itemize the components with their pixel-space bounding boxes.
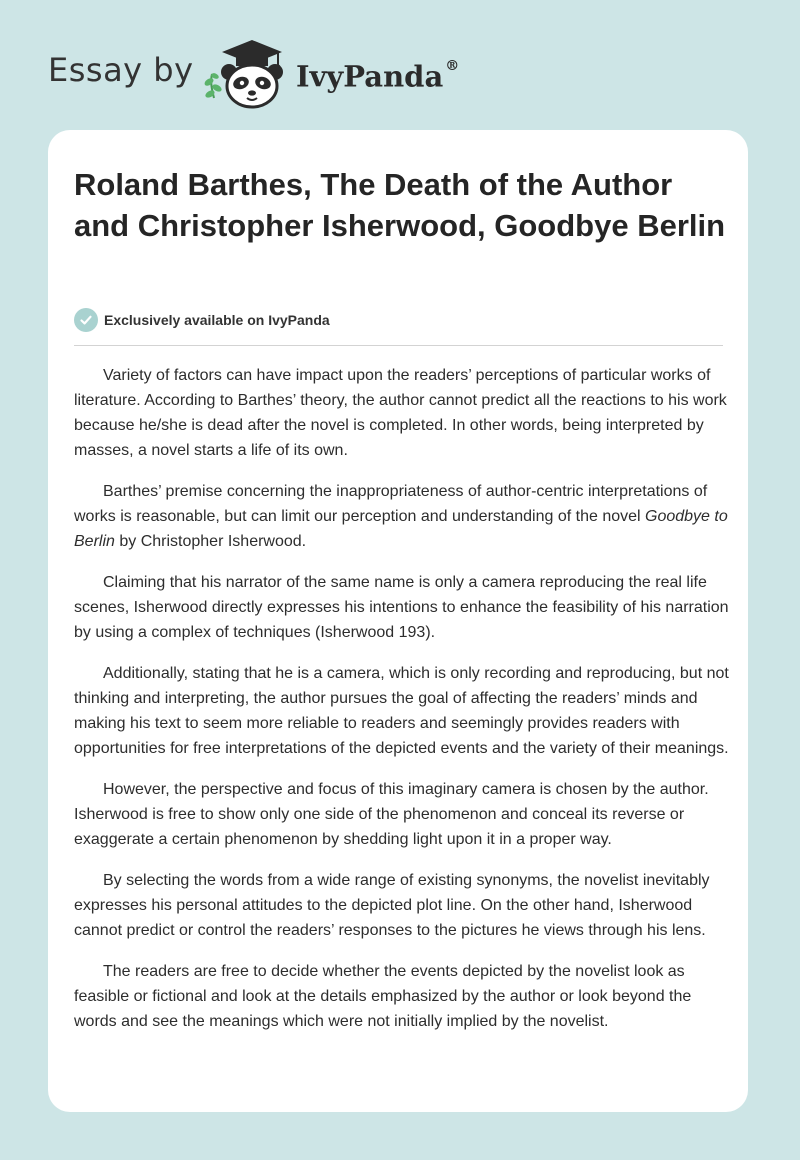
essay-by-label: Essay by bbox=[48, 51, 194, 89]
divider bbox=[74, 345, 723, 346]
brand-name: IvyPanda bbox=[296, 59, 444, 94]
exclusive-badge bbox=[74, 307, 330, 333]
panda-graduate-icon[interactable] bbox=[200, 36, 290, 110]
brand-wordmark[interactable] bbox=[296, 52, 459, 97]
paragraph-text: by Christopher Isherwood. bbox=[114, 533, 307, 550]
site-header bbox=[0, 0, 800, 130]
paragraph-text: Barthes’ premise concerning the inappropriateness of author-centric interpretations of works is reasonable, but can limit our perception and understanding of the novel bbox=[74, 483, 708, 525]
paragraph: However, the perspective and focus of this imaginary camera is chosen by the author. Isherwood is free to show only one side of the phenomenon and conceal its reverse or exaggerate a certain phenomenon by shedding light upon it in a proper way. bbox=[74, 781, 709, 848]
book-title: Goodbye to Berlin bbox=[74, 508, 728, 550]
paragraph: Claiming that his narrator of the same name is only a camera reproducing the real life scenes, Isherwood directly expresses his intentions to enhance the feasibility of his narration by using a complex of techniques (Isherwood 193). bbox=[74, 574, 729, 641]
paragraph: By selecting the words from a wide range of existing synonyms, the novelist inevitably expresses his personal attitudes to the depicted plot line. On the other hand, Isherwood cannot predict or control the readers’ responses to the pictures he views through his lens. bbox=[74, 872, 710, 939]
leaf-icon bbox=[203, 72, 223, 99]
exclusive-label: Exclusively available on IvyPanda bbox=[104, 312, 330, 328]
registered-mark: ® bbox=[445, 58, 460, 74]
check-icon bbox=[74, 308, 98, 332]
paragraph: Additionally, stating that he is a camera, which is only recording and reproducing, but not thinking and interpreting, the author pursues the goal of affecting the readers’ minds and making his text to seem more reliable to readers and seemingly provides readers with opportunities for free interpretations of the depicted events and the variety of their meanings. bbox=[74, 665, 729, 757]
essay-card bbox=[48, 130, 748, 1112]
essay-body bbox=[74, 363, 729, 1050]
paragraph: The readers are free to decide whether the events depicted by the novelist look as feasible or fictional and look at the details emphasized by the author or look beyond the words and see the meanings which were not initially implied by the novelist. bbox=[74, 963, 692, 1030]
essay-title: Roland Barthes, The Death of the Author and Christopher Isherwood, Goodbye Berlin bbox=[74, 167, 726, 243]
paragraph: Variety of factors can have impact upon the readers’ perceptions of particular works of literature. According to Barthes’ theory, the author cannot predict all the reactions to his work because he/she is dead after the novel is completed. In other words, being interpreted by masses, a novel starts a life of its own. bbox=[74, 367, 727, 459]
paragraph bbox=[74, 479, 729, 554]
